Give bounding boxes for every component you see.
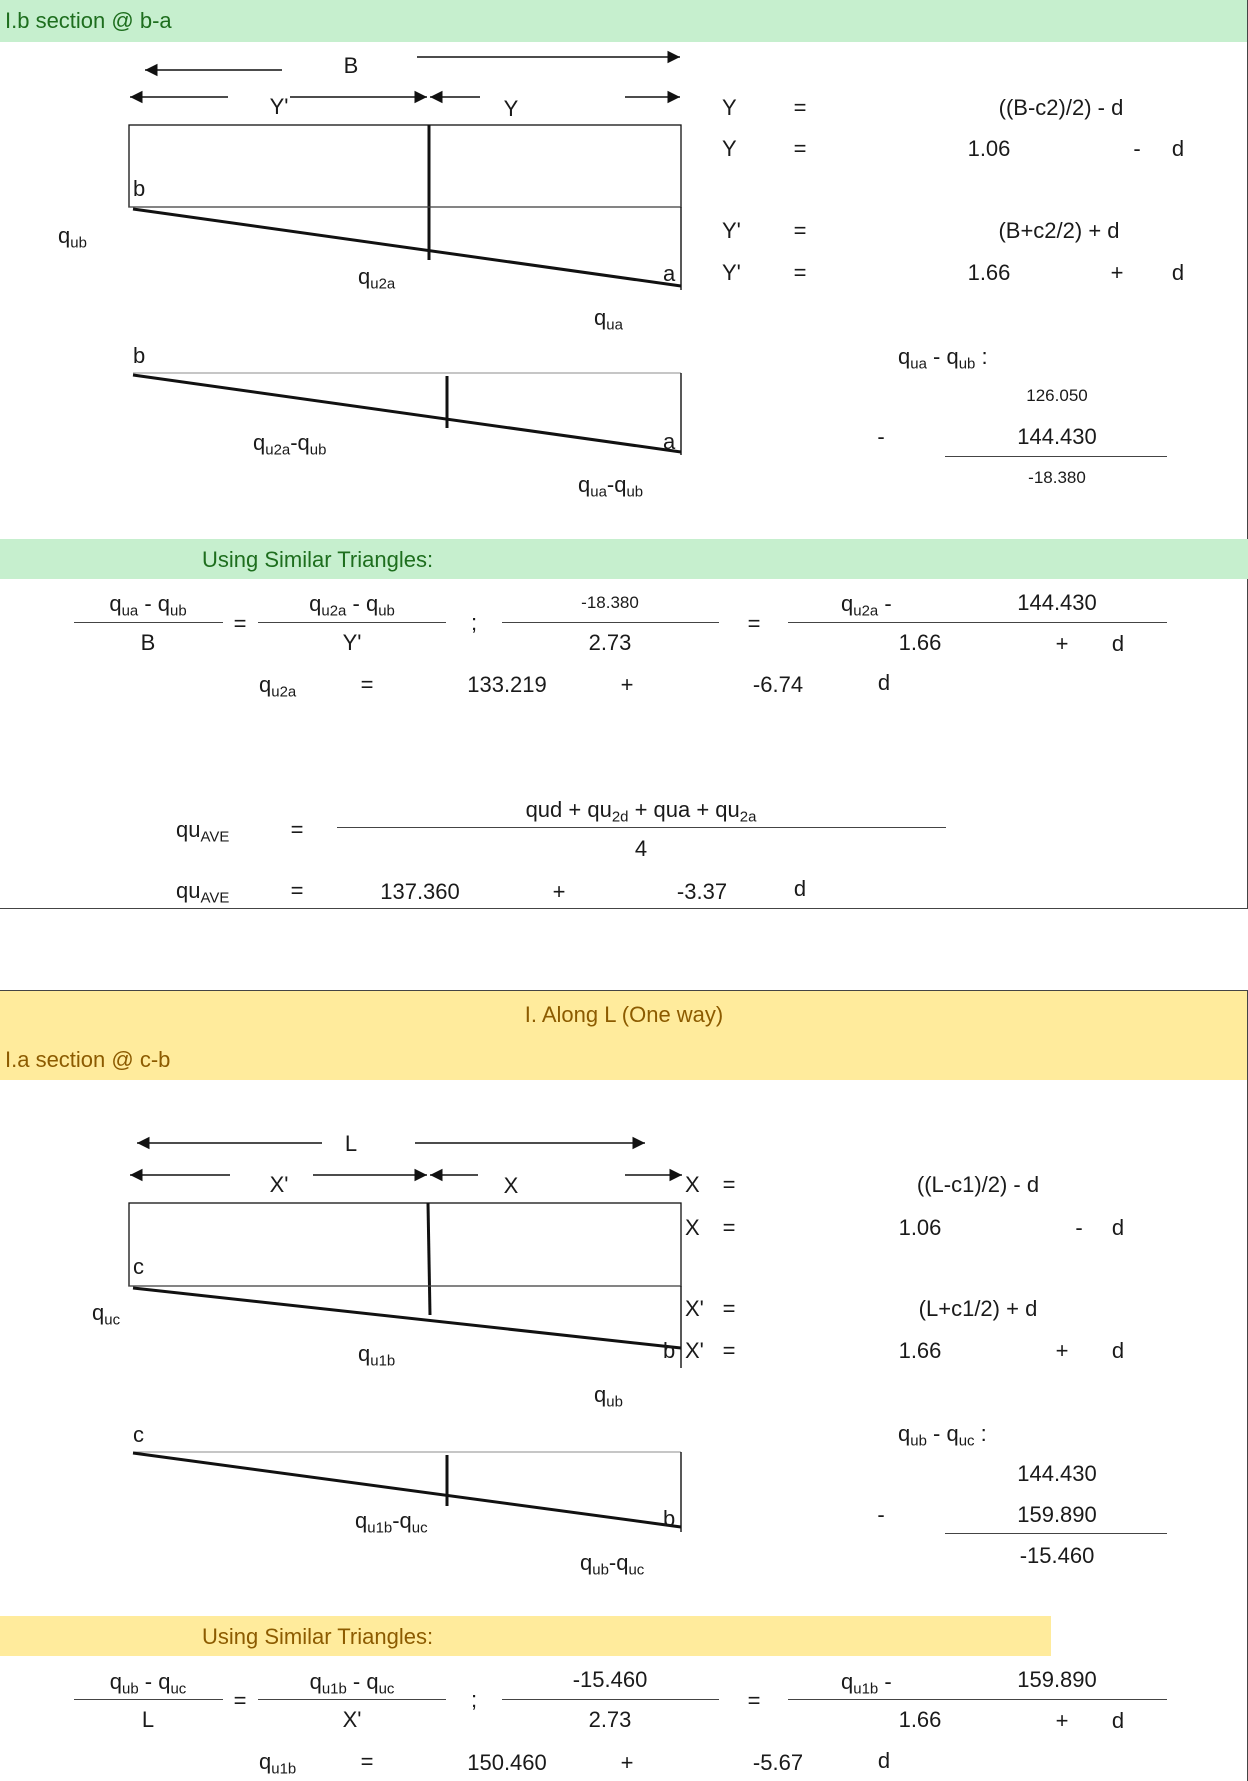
- eq-x2-d: d: [1111, 1215, 1125, 1240]
- eq-yp2-value: 1.66: [967, 260, 1011, 285]
- frac2-numerator: $q_{u2a} - q_{ub}$: [309, 591, 395, 620]
- label-qub: $q_{ub}$: [58, 223, 87, 252]
- eq-xp-equals: =: [722, 1296, 736, 1321]
- eq-y-equals: =: [793, 95, 807, 120]
- frac3-numerator: -18.380: [581, 593, 639, 612]
- dim-label-x: X: [503, 1173, 519, 1198]
- quave2-op: +: [552, 879, 566, 904]
- frac4-rule: [788, 622, 1167, 623]
- eq-xp2-equals: =: [722, 1338, 736, 1363]
- frac-equals-2: =: [747, 611, 761, 636]
- eq-y2-equals: =: [793, 136, 807, 161]
- label-quc: $q_{uc}$: [92, 1300, 121, 1329]
- similar-triangles-header-2: Using Similar Triangles:: [202, 1624, 434, 1649]
- eq-yp-formula: (B+c2/2) + d: [998, 218, 1120, 243]
- frac1-denominator-2: L: [141, 1707, 155, 1732]
- label-qua: $q_{ua}$: [594, 305, 623, 334]
- frac1-rule: [74, 622, 223, 623]
- frac-equals-1: =: [233, 611, 247, 636]
- eq-y2-lhs: Y: [722, 136, 737, 161]
- eq-x-formula: ((L-c1)/2) - d: [916, 1172, 1040, 1197]
- frac4-numerator-value-2: 159.890: [1017, 1667, 1097, 1692]
- frac4-denominator-op-2: +: [1055, 1708, 1069, 1733]
- eq-yp2-lhs: Y': [722, 260, 741, 285]
- diff2-label: $q_{ub} - q_{uc}$ :: [898, 1421, 987, 1450]
- quave-denominator: 4: [634, 836, 648, 861]
- result-equals: =: [360, 672, 374, 697]
- result-op: +: [620, 672, 634, 697]
- frac4-numerator-label: $q_{u2a}$ -: [841, 591, 892, 620]
- point-label-c-2: c: [133, 1422, 144, 1447]
- label-qu2a: $q_{u2a}$: [358, 264, 396, 293]
- result-value-2: 150.460: [467, 1750, 547, 1775]
- frac2-denominator-2: X': [342, 1707, 362, 1732]
- point-label-c: c: [133, 1254, 144, 1279]
- dimension-arrows-2: [130, 1143, 682, 1175]
- eq-xp2-d: d: [1111, 1338, 1125, 1363]
- eq-x-lhs: X: [685, 1172, 700, 1197]
- frac-equals-2-2: =: [747, 1688, 761, 1713]
- point-label-b-s2: b: [663, 1338, 676, 1363]
- footing-diagram-2: [129, 1203, 681, 1368]
- frac3-rule: [502, 622, 719, 623]
- section2-title: I. Along L (One way): [524, 1002, 724, 1027]
- frac4-denominator-value-2: 1.66: [898, 1707, 942, 1732]
- frac3-numerator-2: -15.460: [572, 1667, 648, 1692]
- footing-diagram-1: [129, 125, 681, 293]
- result-d: d: [877, 670, 891, 695]
- frac-semicolon: ;: [470, 610, 478, 635]
- frac2-rule: [258, 622, 446, 623]
- label-qu2a-minus-qub: $q_{u2a}-q_{ub}$: [253, 430, 327, 459]
- frac4-denominator-d-2: d: [1111, 1708, 1125, 1733]
- eq-yp-lhs: Y': [722, 218, 741, 243]
- diff-rule: [945, 456, 1167, 457]
- section2-top-border: [0, 990, 1248, 991]
- result-coef: -6.74: [752, 672, 804, 697]
- label-qub-s2: $q_{ub}$: [594, 1382, 623, 1411]
- result-coef-2: -5.67: [752, 1750, 804, 1775]
- quave2-equals: =: [290, 878, 304, 903]
- dimension-arrows-1: [130, 53, 680, 97]
- frac1-numerator-2: $q_{ub} - q_{uc}$: [109, 1669, 187, 1698]
- dim-label-y: Y: [503, 96, 519, 121]
- dim-label-b: B: [343, 53, 359, 78]
- eq-y-formula: ((B-c2)/2) - d: [998, 95, 1124, 120]
- quave2-d: d: [793, 876, 807, 901]
- eq-xp2-op: +: [1055, 1338, 1069, 1363]
- point-label-b-2: b: [133, 343, 146, 368]
- diff2-result: -15.460: [1019, 1543, 1095, 1568]
- eq-xp2-value: 1.66: [898, 1338, 942, 1363]
- frac3-denominator: 2.73: [588, 630, 632, 655]
- label-qu1b-minus-quc: $q_{u1b}-q_{uc}$: [355, 1508, 428, 1537]
- dim-label-y-prime: Y': [269, 94, 289, 119]
- point-label-a-2: a: [663, 429, 676, 454]
- point-label-b: b: [133, 176, 146, 201]
- frac4-numerator-value: 144.430: [1017, 590, 1097, 615]
- diff2-top-value: 144.430: [1017, 1461, 1097, 1486]
- frac2-numerator-2: $q_{u1b} - q_{uc}$: [309, 1669, 395, 1698]
- point-label-b-s2-2: b: [663, 1506, 676, 1531]
- dim-label-l: L: [344, 1131, 358, 1156]
- eq-yp2-op: +: [1110, 260, 1124, 285]
- point-label-a: a: [663, 261, 676, 286]
- frac4-denominator-op: +: [1055, 631, 1069, 656]
- eq-xp-lhs: X': [685, 1296, 704, 1321]
- frac4-denominator-d: d: [1111, 631, 1125, 656]
- frac4-numerator-label-2: $q_{u1b}$ -: [841, 1669, 892, 1698]
- result-equals-2: =: [360, 1749, 374, 1774]
- result-qu1b-label: $q_{u1b}$: [259, 1749, 297, 1778]
- eq-x2-lhs: X: [685, 1215, 700, 1240]
- section2-header: I.a section @ c-b: [5, 1047, 171, 1072]
- dim-label-x-prime: X': [269, 1172, 289, 1197]
- diff-result: -18.380: [1028, 468, 1086, 487]
- eq-yp2-d: d: [1171, 260, 1185, 285]
- eq-xp2-lhs: X': [685, 1338, 704, 1363]
- result-d-2: d: [877, 1748, 891, 1773]
- result-value: 133.219: [467, 672, 547, 697]
- quave-label: $qu_{AVE}$: [176, 817, 230, 846]
- quave-numerator: qud + $qu_{2d}$ + qua + $qu_{2a}$: [525, 797, 757, 826]
- eq-y2-value: 1.06: [967, 136, 1011, 161]
- eq-xp-formula: (L+c1/2) + d: [918, 1296, 1038, 1321]
- diff2-rule: [945, 1533, 1167, 1534]
- frac-semicolon-2: ;: [470, 1687, 478, 1712]
- quave2-value: 137.360: [380, 879, 460, 904]
- similar-triangles-band-2: [0, 1616, 1051, 1656]
- frac3-rule-2: [502, 1699, 719, 1700]
- frac1-rule-2: [74, 1699, 223, 1700]
- eq-y2-d: d: [1171, 136, 1185, 161]
- frac4-denominator-value: 1.66: [898, 630, 942, 655]
- eq-yp-equals: =: [793, 218, 807, 243]
- diff2-minus-sign: -: [877, 1502, 885, 1527]
- diff2-mid-value: 159.890: [1017, 1502, 1097, 1527]
- label-qua-minus-qub: $q_{ua}-q_{ub}$: [578, 472, 644, 501]
- eq-x2-op: -: [1075, 1215, 1083, 1240]
- frac2-rule-2: [258, 1699, 446, 1700]
- eq-x-equals: =: [722, 1172, 736, 1197]
- eq-y-lhs: Y: [722, 95, 737, 120]
- frac2-denominator: Y': [342, 630, 362, 655]
- frac1-denominator: B: [140, 630, 156, 655]
- section-header: I.b section @ b-a: [5, 8, 172, 33]
- quave-equals: =: [290, 817, 304, 842]
- eq-yp2-equals: =: [793, 260, 807, 285]
- eq-y2-op: -: [1133, 136, 1141, 161]
- diff-minus-sign: -: [877, 424, 885, 449]
- frac-equals-1-2: =: [233, 1688, 247, 1713]
- pressure-diagram-1: [133, 373, 681, 459]
- frac3-denominator-2: 2.73: [588, 1707, 632, 1732]
- quave-rule: [337, 827, 946, 828]
- frac1-numerator: $q_{ua} - q_{ub}$: [109, 591, 187, 620]
- result-op-2: +: [620, 1750, 634, 1775]
- similar-triangles-header: Using Similar Triangles:: [202, 547, 434, 572]
- diff-top-value: 126.050: [1026, 386, 1088, 405]
- similar-triangles-band: [0, 539, 1248, 579]
- label-qub-minus-quc: $q_{ub}-q_{uc}$: [580, 1550, 645, 1579]
- frac4-rule-2: [788, 1699, 1167, 1700]
- diff-label: $q_{ua} - q_{ub}$ :: [898, 344, 988, 373]
- eq-x2-value: 1.06: [898, 1215, 942, 1240]
- quave2-coef: -3.37: [676, 879, 728, 904]
- diff-mid-value: 144.430: [1017, 424, 1097, 449]
- result-qu2a-label: $q_{u2a}$: [259, 672, 297, 701]
- label-qu1b: $q_{u1b}$: [358, 1341, 396, 1370]
- eq-x2-equals: =: [722, 1215, 736, 1240]
- quave2-label: $qu_{AVE}$: [176, 878, 230, 907]
